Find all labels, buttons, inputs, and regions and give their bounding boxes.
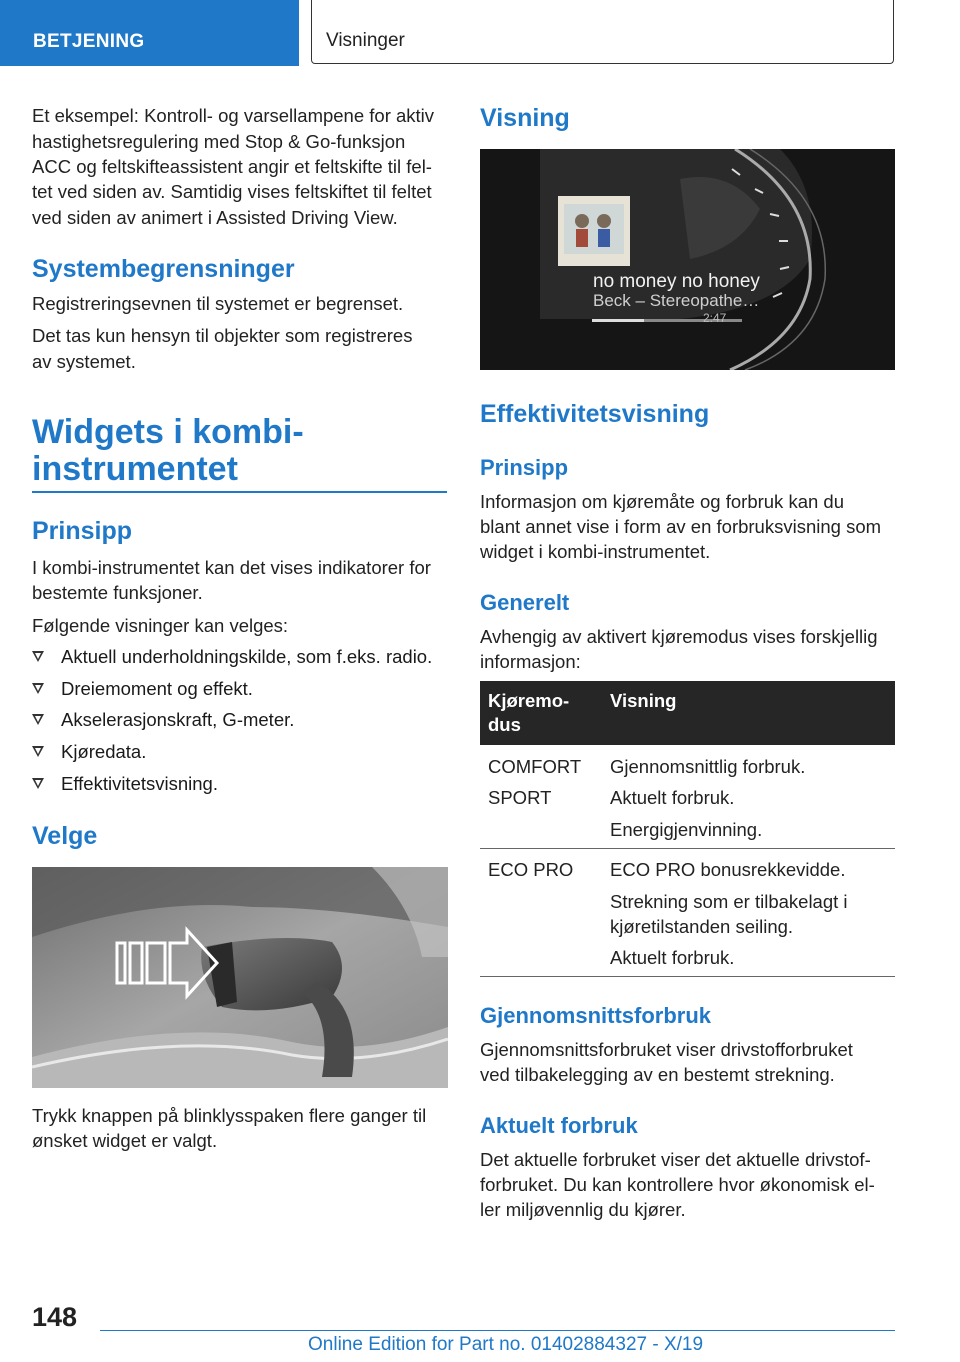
table-cell-value: Energigjenvinning.: [610, 819, 763, 840]
heading-effektivitetsvisning: Effektivitetsvisning: [480, 400, 710, 428]
triangle-bullet-icon: [32, 651, 44, 662]
heading-gjennomsnittsforbruk: Gjennomsnittsforbruk: [480, 1003, 712, 1028]
velge-line-2: ønsket widget er valgt.: [32, 1130, 218, 1151]
sys-para-2b: av systemet.: [32, 351, 136, 372]
table-cell-value: ECO PRO bonusrekkevidde.: [610, 859, 846, 880]
table-header: [480, 681, 895, 745]
media-widget-screenshot: [480, 149, 895, 370]
triangle-bullet-icon: [32, 778, 44, 789]
prinsipp-line-3: Følgende visninger kan velges:: [32, 615, 289, 636]
table-row-divider: [480, 848, 895, 849]
triangle-bullet-icon: [32, 683, 44, 694]
heading-underline: [32, 491, 447, 493]
instrument-cluster-graphic: [480, 149, 895, 370]
heading-velge: Velge: [32, 822, 98, 850]
intro-line-3: ACC og feltskifteassistent angir et feltskifte til fel-: [32, 156, 432, 177]
heading-visning: Visning: [480, 104, 570, 132]
akt-line-3: ler miljøvennlig du kjører.: [480, 1199, 686, 1220]
media-artist: Beck – Stereopathe…: [593, 291, 760, 310]
triangle-bullet-icon: [32, 746, 44, 757]
table-cell-value: Aktuelt forbruk.: [610, 947, 735, 968]
sys-para-2a: Det tas kun hensyn til objekter som registreres: [32, 325, 413, 346]
intro-line-5: ved siden av animert i Assisted Driving View.: [32, 207, 398, 228]
heading-widgets-line-1: Widgets i kombi-: [32, 413, 304, 451]
media-time: 2:47: [703, 311, 727, 325]
table-cell-mode: ECO PRO: [488, 859, 574, 880]
heading-widgets-line-2: instrumentet: [32, 450, 238, 488]
heading-prinsipp: Prinsipp: [32, 517, 133, 545]
topic-tab: [311, 0, 894, 64]
topic-title: Visninger: [326, 30, 405, 51]
prinsipp-line-1: I kombi-instrumentet kan det vises indikatorer for: [32, 557, 431, 578]
table-cell-mode: SPORT: [488, 787, 552, 808]
intro-line-2: hastighetsregulering med Stop & Go-funksjon: [32, 131, 406, 152]
heading-aktuelt-forbruk: Aktuelt forbruk: [480, 1113, 638, 1138]
table-cell-value: Gjennomsnittlig forbruk.: [610, 756, 806, 777]
triangle-bullet-icon: [32, 714, 44, 725]
prinsipp-line-2: bestemte funksjoner.: [32, 582, 203, 603]
intro-line-4: tet ved siden av. Samtidig vises feltskiftet til feltet: [32, 181, 432, 202]
gj-line-2: ved tilbakelegging av en bestemt strekning.: [480, 1064, 835, 1085]
heading-systembegrensninger: Systembegrensninger: [32, 255, 295, 283]
table-cell-value: Strekning som er tilbakelagt i: [610, 891, 848, 912]
section-title: BETJENING: [33, 31, 145, 52]
media-song-title: no money no honey: [593, 271, 760, 292]
heading-generelt: Generelt: [480, 590, 570, 615]
table-cell-mode: COMFORT: [488, 756, 582, 777]
section-tab: [0, 0, 299, 66]
eff-prinsipp-line-2: blant annet vise i form av en forbruksvisning som: [480, 516, 882, 537]
akt-line-1: Det aktuelle forbruket viser det aktuelle drivstof-: [480, 1149, 871, 1170]
intro-line-1: Et eksempel: Kontroll- og varsellampene for aktiv: [32, 105, 435, 126]
table-cell-value: Aktuelt forbruk.: [610, 787, 735, 808]
page-number: 148: [32, 1302, 78, 1332]
gj-line-1: Gjennomsnittsforbruket viser drivstofforbruket: [480, 1039, 853, 1060]
table-bottom-rule: [480, 976, 895, 977]
eff-prinsipp-line-3: widget i kombi-instrumentet.: [480, 541, 711, 562]
generelt-line-1: Avhengig av aktivert kjøremodus vises forskjellig: [480, 626, 878, 647]
generelt-line-2: informasjon:: [480, 651, 581, 672]
table-header-mode-1: Kjøremo-: [488, 690, 570, 711]
turn-signal-lever-illustration: [32, 867, 448, 1088]
footer-rule: [100, 1330, 895, 1331]
eff-prinsipp-line-1: Informasjon om kjøremåte og forbruk kan du: [480, 491, 844, 512]
table-header-mode-2: dus: [488, 714, 521, 735]
table-header-visning: Visning: [610, 690, 677, 711]
heading-prinsipp-right: Prinsipp: [480, 455, 569, 480]
velge-line-1: Trykk knappen på blinklysspaken flere ganger til: [32, 1105, 427, 1126]
table-cell-value: kjøretilstanden seiling.: [610, 916, 794, 937]
akt-line-2: forbruket. Du kan kontrollere hvor økonomisk el-: [480, 1174, 875, 1195]
sys-para-1: Registreringsevnen til systemet er begrenset.: [32, 293, 404, 314]
footer-edition-text: Online Edition for Part no. 01402884327 - X/19: [308, 1334, 704, 1355]
